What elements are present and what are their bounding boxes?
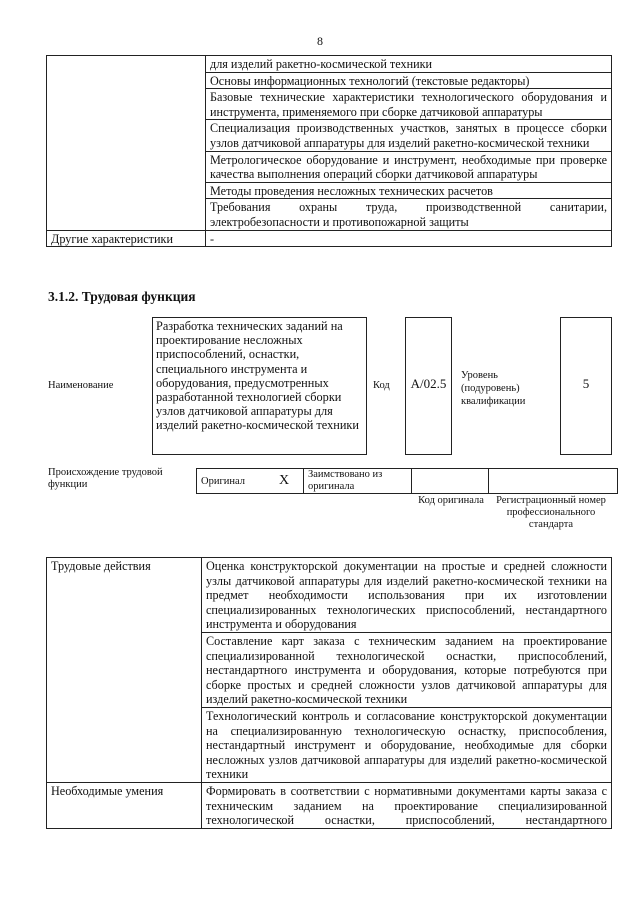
actions-label: Трудовые действия: [47, 558, 202, 783]
other-characteristics-label: Другие характеристики: [47, 230, 206, 247]
original-mark: X: [265, 469, 304, 494]
table-row: [47, 558, 612, 633]
name-label: Наименование: [48, 380, 114, 391]
table-cell: Требования охраны труда, производственной санитарии, электробезопасности и противопожарной защиты: [206, 199, 612, 230]
code-original-cell: [412, 469, 489, 494]
table-cell: Оценка конструкторской документации на простые и средней сложности узлы датчиковой аппаратуры для изделий ракетно-космической техники на предмет необходимости использования при их изготовлении специализированных технологических приспособлений, нестандартного инструмента и оборудования: [202, 558, 612, 633]
origin-table: [196, 468, 618, 494]
labor-actions-table: [46, 557, 612, 829]
level-value-box: 5: [560, 317, 612, 455]
origin-label: Происхождение трудовой функции: [48, 467, 163, 490]
table-cell: Базовые технические характеристики технологического оборудования и инструмента, применяемого при сборке датчиковой аппаратуры: [206, 89, 612, 120]
borrowed-cell: Заимствовано из оригинала: [304, 469, 412, 494]
table-row: [47, 782, 612, 828]
code-original-caption: Код оригинала: [418, 495, 484, 506]
skills-label: Необходимые умения: [47, 782, 202, 828]
function-name-box: Разработка технических заданий на проектирование несложных приспособлений, оснастки, специального инструмента и оборудования, предусмотренных разработанной технологией сборки узлов датчиковой аппаратуры для изделий ракетно-космической техники: [152, 317, 367, 455]
table-cell: Метрологическое оборудование и инструмент, необходимые при проверке качества выполнения операций сборки датчиковой аппаратуры: [206, 151, 612, 182]
original-cell: Оригинал: [197, 469, 266, 494]
code-value-box: A/02.5: [405, 317, 452, 455]
other-characteristics-value: -: [206, 230, 612, 247]
table-cell: Формировать в соответствии с нормативными документами карты заказа с техническим заданием на проектирование специализированной технологической оснастки, приспособлений, нестандартного: [202, 782, 612, 828]
knowledge-table: [46, 55, 612, 247]
table-cell: Специализация производственных участков, занятых в процессе сборки узлов датчиковой аппаратуры для изделий ракетно-космической техники: [206, 120, 612, 151]
page-number: 8: [317, 34, 323, 48]
table-row: [47, 56, 612, 73]
code-label: Код: [373, 380, 390, 391]
table-cell: Технологический контроль и согласование конструкторской документации на специализированную технологическую оснастку, приспособления, нестандартный инструмент и оборудование, необходимые для сборки несложных узлов датчиковой аппаратуры для изделий ракетно-космической техники: [202, 707, 612, 782]
level-label: Уровень (подуровень) квалификации: [461, 370, 526, 407]
table-cell: Составление карт заказа с техническим заданием на проектирование специализированной технологической оснастки, приспособлений, нестандартного инструмента и оборудования, которые потребуются при сборке простых и средней сложности узлов датчиковой аппаратуры для изделий ракетно-космической техники: [202, 632, 612, 707]
table-cell: Основы информационных технологий (текстовые редакторы): [206, 72, 612, 89]
table-row: [47, 230, 612, 247]
table-cell: Методы проведения несложных технических расчетов: [206, 182, 612, 199]
reg-number-cell: [489, 469, 618, 494]
empty-label-cell: [47, 56, 206, 231]
table-row: [197, 469, 618, 494]
table-cell: для изделий ракетно-космической техники: [206, 56, 612, 73]
section-heading: 3.1.2. Трудовая функция: [48, 289, 196, 304]
reg-number-caption: Регистрационный номер профессионального стандарта: [496, 495, 606, 530]
